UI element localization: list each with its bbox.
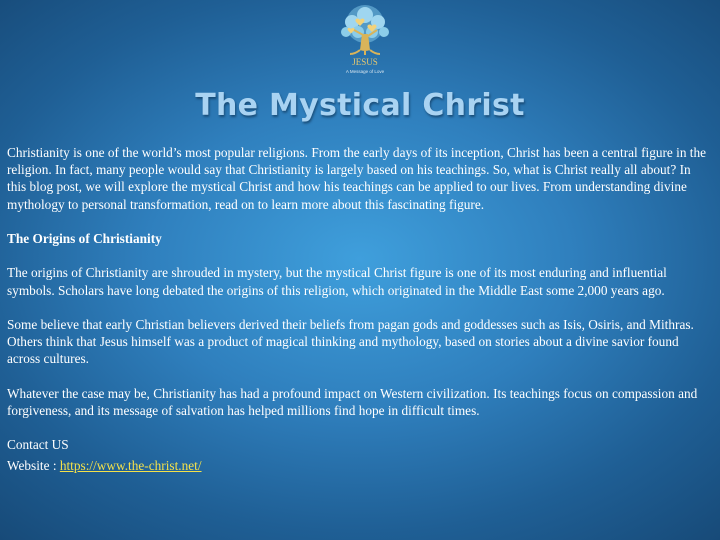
website-line	[7, 457, 709, 474]
tree-of-life-icon	[322, 2, 408, 80]
logo-name: JESUS	[352, 57, 378, 67]
article-body	[7, 144, 709, 474]
body-paragraph-2: Some believe that early Christian believers derived their beliefs from pagan gods and goddesses such as Isis, Osiris, and Mithras. Others think that Jesus himself was a product of magical thinking and mythology, based on stories about a divine savior found across cultures.	[7, 316, 694, 367]
body-paragraph-3: Whatever the case may be, Christianity has had a profound impact on Western civilization. Its teachings focus on compassion and forgiveness, and its message of salvation has helped millions find hope in difficult times.	[7, 385, 698, 418]
website-link[interactable]: https://www.the-christ.net/	[59, 457, 202, 473]
contact-label: Contact US	[7, 437, 69, 453]
website-label: Website :	[7, 457, 60, 473]
body-paragraph-1: The origins of Christianity are shrouded in mystery, but the mystical Christ figure is one of its most enduring and influential symbols. Scholars have long debated the origins of this religion, which originated in the Middle East some 2,000 years ago.	[7, 265, 667, 298]
page-title: The Mystical Christ	[195, 88, 525, 123]
logo-tagline: A Message of Love	[345, 69, 385, 74]
section-heading: The Origins of Christianity	[7, 231, 162, 246]
intro-paragraph: Christianity is one of the world’s most popular religions. From the early days of its inception, Christ has been a central figure in the religion. In fact, many people would say that Christianity is largely based on his teachings. So, what is Christ really all about? In this blog post, we will explore the mystical Christ and how his teachings can be applied to our lives. From understanding divine mythology to personal transformation, read on to learn more about this fascinating figure.	[7, 145, 707, 212]
site-logo	[322, 2, 408, 80]
